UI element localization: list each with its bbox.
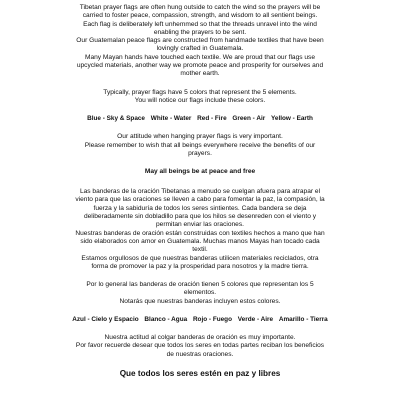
english-elements-list xyxy=(42,115,358,123)
text-line: Tibetan prayer flags are often hung outside to catch the wind so the prayers will be xyxy=(79,4,321,11)
text-line: Por favor recuerde desear que todos los seres en todas partes reciban los beneficios xyxy=(75,342,325,350)
text-line: viento para que las oraciones se lleven a cabo para fomentar la paz, la compasión, la xyxy=(75,196,325,204)
element-azul: Azul - Cielo y Espacio xyxy=(72,316,139,324)
text-line: forma de promover la paz y la prosperidad para nosotros y la madre tierra. xyxy=(91,262,309,270)
english-colors-intro xyxy=(42,89,358,106)
spanish-closing-blessing: Que todos los seres estén en paz y libres xyxy=(119,368,281,378)
text-line: de nuestras oraciones. xyxy=(166,350,234,358)
element-green: Green - Air xyxy=(232,115,266,123)
text-line: textil. xyxy=(192,246,208,254)
element-blanco: Blanco - Agua xyxy=(144,316,188,324)
text-line: Las banderas de la oración Tibetanas a menudo se cuelgan afuera para atrapar el xyxy=(79,188,321,196)
element-rojo: Rojo - Fuego xyxy=(192,316,232,324)
text-line: deliberadamente sin dobladillo para que los hilos se desenreden con el viento y xyxy=(83,213,317,221)
element-white: White - Water xyxy=(150,115,192,123)
spanish-upcycled-paragraph xyxy=(42,255,358,272)
element-amarillo: Amarillo - Tierra xyxy=(278,316,328,324)
element-yellow: Yellow - Earth xyxy=(271,115,313,123)
text-line: Notarás que nuestras banderas incluyen estos colores. xyxy=(119,297,281,305)
spanish-guatemala-paragraph xyxy=(42,230,358,255)
spanish-colors-intro xyxy=(42,281,358,306)
english-closing-blessing: May all beings be at peace and free xyxy=(144,168,256,176)
text-line: sido elaborados con amor en Guatemala. Muchas manos Mayas han tocado cada xyxy=(80,237,320,245)
english-attitude-paragraph xyxy=(42,133,358,158)
english-upcycled-paragraph xyxy=(42,54,358,79)
text-line: elementos. xyxy=(183,289,217,297)
text-line: Nuestra actitud al colgar banderas de oración es muy importante. xyxy=(104,334,296,342)
text-line: Please remember to wish that all beings everywhere receive the benefits of our xyxy=(84,141,316,149)
text-line: fuerza y la sabiduría de todos los seres sintientes. Cada bandera se deja xyxy=(93,204,307,212)
text-line: You will notice our flags include these colors. xyxy=(134,96,266,104)
text-line: permitan enviar las oraciones. xyxy=(156,221,244,229)
text-line: Many Mayan hands have touched each textile. We are proud that our flags use xyxy=(84,53,316,61)
text-line: prayers. xyxy=(188,149,212,157)
spanish-attitude-paragraph xyxy=(42,334,358,359)
element-blue: Blue - Sky & Space xyxy=(87,115,145,123)
text-line: Por lo general las banderas de oración tienen 5 colores que representan los 5 xyxy=(86,281,314,289)
english-section xyxy=(42,4,358,176)
text-line: mother earth. xyxy=(180,70,220,78)
text-line: carried to foster peace, compassion, strength, and wisdom to all sentient beings. xyxy=(82,12,318,20)
text-line: Nuestras banderas de oración están construidas con textiles hechos a mano que han xyxy=(75,229,325,237)
text-line: Our attitude when hanging prayer flags is very important. xyxy=(117,133,283,141)
english-guatemala-paragraph xyxy=(42,37,358,54)
text-line: Typically, prayer flags have 5 colors that represent the 5 elements. xyxy=(103,88,297,96)
text-line: upcycled materials, another way we promote peace and prosperity for ourselves and xyxy=(76,62,324,70)
element-verde: Verde - Aire xyxy=(237,316,274,324)
text-line: Each flag is deliberately left unhemmed so that the threads unravel into the wind xyxy=(83,20,317,28)
spanish-intro-paragraph xyxy=(42,188,358,229)
spanish-elements-list xyxy=(42,316,358,324)
element-red: Red - Fire xyxy=(197,115,227,123)
text-line: Estamos orgullosos de que nuestras banderas utilicen materiales reciclados, otra xyxy=(81,254,319,262)
text-line: enabling the prayers to be sent. xyxy=(153,28,247,36)
text-line: Our Guatemalan peace flags are constructed from handmade textiles that have been xyxy=(76,37,324,45)
spanish-section xyxy=(42,188,358,379)
text-line: lovingly crafted in Guatemala. xyxy=(156,45,244,53)
english-intro-paragraph xyxy=(42,4,358,37)
